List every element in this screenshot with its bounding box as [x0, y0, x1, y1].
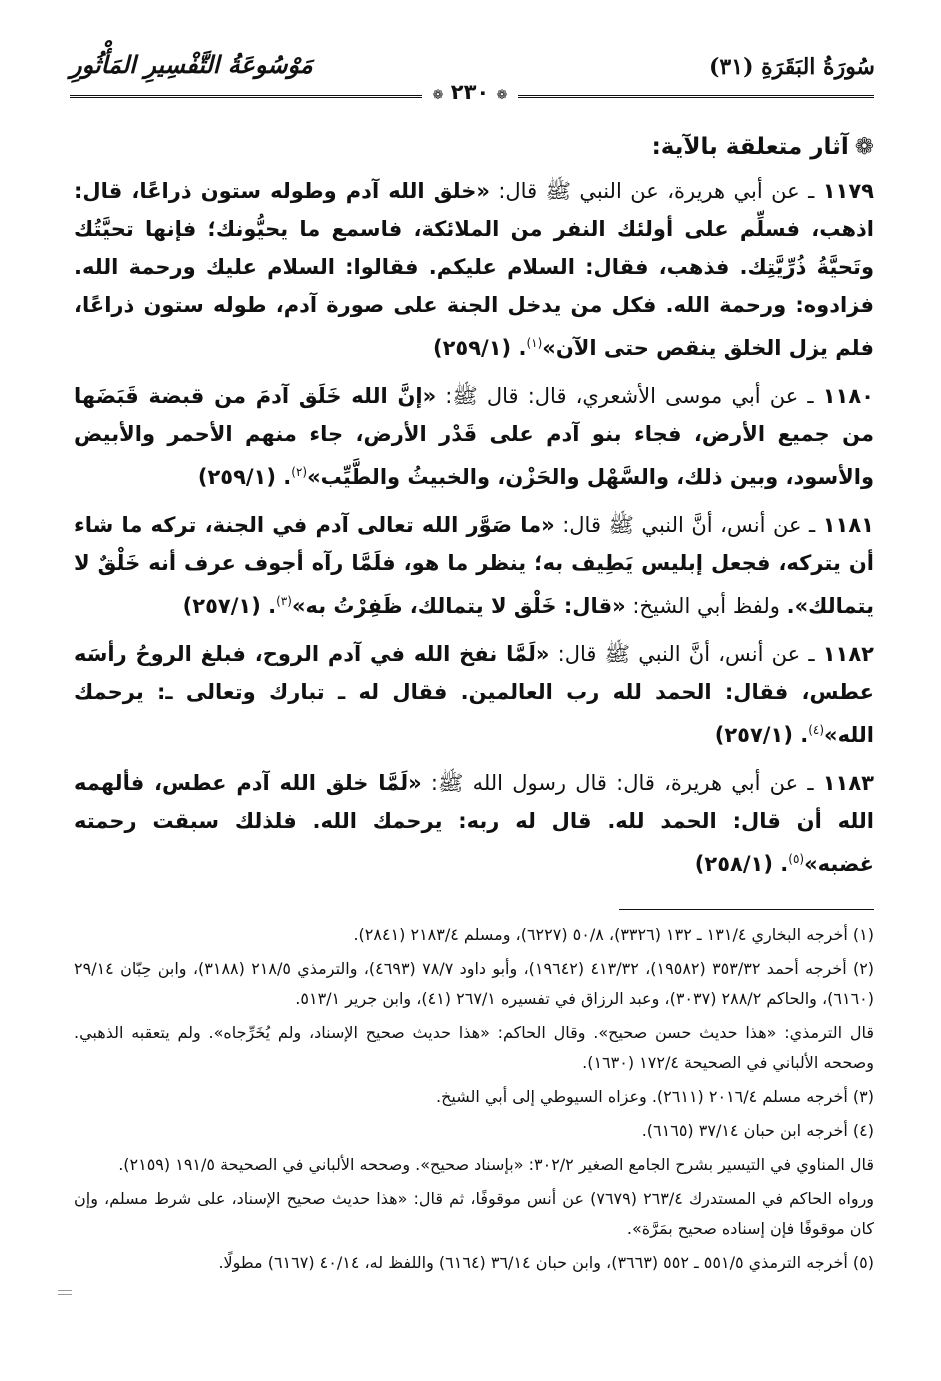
footnote-1: (١) أخرجه البخاري ١٣١/٤ ـ ١٣٢ (٣٣٢٦)، ٥٠/٨ (٦٢٢٧)، ومسلم ٢١٨٣/٤ (٢٨٤١).: [353, 925, 874, 944]
hadith-1182: ١١٨٢ ـ عن أنس، أنَّ النبي ﷺ قال: «لَمَّا نفخ الله في آدم الروح، فبلغ الروحُ رأسَه عطس، فقال: الحمد لله رب العالمين. فقال له ـ تبارك وتعالى ـ: يرحمك الله»$^{(٤)}$. (٢٥٧/١): [74, 642, 874, 747]
page-number: ٢٣٠: [450, 80, 490, 104]
footnote-separator: [619, 909, 874, 910]
hadith-1181: ١١٨١ ـ عن أنس، أنَّ النبي ﷺ قال: «ما صَوَّر الله تعالى آدم في الجنة، تركه ما شاء أن يتركه، فجعل إبليس يَطِيف به؛ ينظر ما هو، فلَمَّا رآه أجوف عرف أنه خَلْقٌ لا يتمالك». ولفظ أبي الشيخ: «قال: خَلْق لا يتمالك، ظَفِرْتُ به»$^{(٣)}$. (٢٥٧/١): [74, 513, 874, 618]
hadith-1179: ١١٧٩ ـ عن أبي هريرة، عن النبي ﷺ قال: «خلق الله آدم وطوله ستون ذراعًا، قال: اذهب، فسلِّم على أولئك النفر من الملائكة، فاسمع ما يحيُّونك؛ فإنها تحيَّتُك وتَحيَّةُ ذُرِّيَّتِك. فذهب، فقال: السلام عليكم. فقالوا: السلام عليك ورحمة الله. فزادوه: ورحمة الله. فكل من يدخل الجنة على صورة آدم، طوله ستون ذراعًا، فلم يزل الخلق ينقص حتى الآن»$^{(١)}$. (٢٥٩/١): [74, 179, 874, 360]
header-rule-left: [70, 95, 422, 98]
header-rule-right: [518, 95, 874, 98]
book-title: مَوْسُوعَةُ التَّفْسِيرِ المَأْثُورِ: [70, 50, 313, 79]
footnote-5: (٥) أخرجه الترمذي ٥٥١/٥ ـ ٥٥٢ (٣٦٦٣)، وابن حبان ٣٦/١٤ (٦١٦٤) واللفظ له، ٤٠/١٤ (٦١٦٧) مطولًا.: [218, 1253, 874, 1272]
hadith-1183: ١١٨٣ ـ عن أبي هريرة، قال: قال رسول الله ﷺ: «لَمَّا خلق الله آدم عطس، فألهمه الله أن قال: الحمد لله. قال له ربه: يرحمك الله. فلذلك سبقت رحمته غضبه»$^{(٥)}$. (٢٥٨/١): [74, 771, 874, 876]
surah-title: سُورَةُ البَقَرَةِ (٣١): [709, 54, 875, 80]
main-text: [74, 128, 874, 1282]
footnote-4: (٤) أخرجه ابن حبان ٣٧/١٤ (٦١٦٥).: [641, 1121, 874, 1140]
ornament-icon: ❁: [496, 88, 508, 103]
footnote-2-comment: قال الترمذي: «هذا حديث حسن صحيح». وقال الحاكم: «هذا حديث صحيح الإسناد، ولم يُخَرِّجاه». ولم يتعقبه الذهبي. وصححه الألباني في الصحيحة ١٧٢/٤ (١٦٣٠).: [74, 1023, 874, 1072]
hadith-1180: ١١٨٠ ـ عن أبي موسى الأشعري، قال: قال ﷺ: «إنَّ الله خَلَق آدمَ من قبضة قَبَضَها من جميع الأرض، فجاء بنو آدم على قَدْر الأرض، جاء منهم الأحمر والأبيض والأسود، وبين ذلك، والسَّهْل والحَزْن، والخبيثُ والطَّيِّب»$^{(٢)}$. (٢٥٩/١): [74, 384, 874, 489]
footnote-4-comment: قال المناوي في التيسير بشرح الجامع الصغير ٣٠٢/٢: «بإسناد صحيح». وصححه الألباني في الصحيحة ١٩١/٥ (٢١٥٩).: [118, 1155, 874, 1174]
footnote-3: (٣) أخرجه مسلم ٢٠١٦/٤ (٢٦١١). وعزاه السيوطي إلى أبي الشيخ.: [436, 1087, 874, 1106]
page-number-box: [422, 80, 518, 104]
ornament-icon: ❁: [432, 88, 444, 103]
flower-icon: ❁: [854, 134, 874, 160]
section-title-text: آثار متعلقة بالآية:: [651, 134, 849, 160]
margin-mark: [58, 1290, 72, 1291]
margin-mark: [58, 1294, 72, 1295]
footnote-2: (٢) أخرجه أحمد ٣٥٣/٣٢ (١٩٥٨٢)، ٤١٣/٣٢ (١٩٦٤٢)، وأبو داود ٧٨/٧ (٤٦٩٣)، والترمذي ٢١٨/٥ (٣١٨٨)، وابن حِبّان ٢٩/١٤ (٦١٦٠)، والحاكم ٢٨٨/٢ (٣٠٣٧)، وعبد الرزاق في تفسيره ٢٦٧/١ (٤١)، وابن جرير ٥١٣/١.: [74, 959, 875, 1008]
footnote-4-hakim: ورواه الحاكم في المستدرك ٢٦٣/٤ (٧٦٧٩) عن أنس موقوفًا، ثم قال: «هذا حديث صحيح الإسناد، على شرط مسلم، وإن كان موقوفًا فإن إسناده صحيح بمَرَّة».: [74, 1189, 875, 1238]
section-title: [74, 134, 874, 160]
